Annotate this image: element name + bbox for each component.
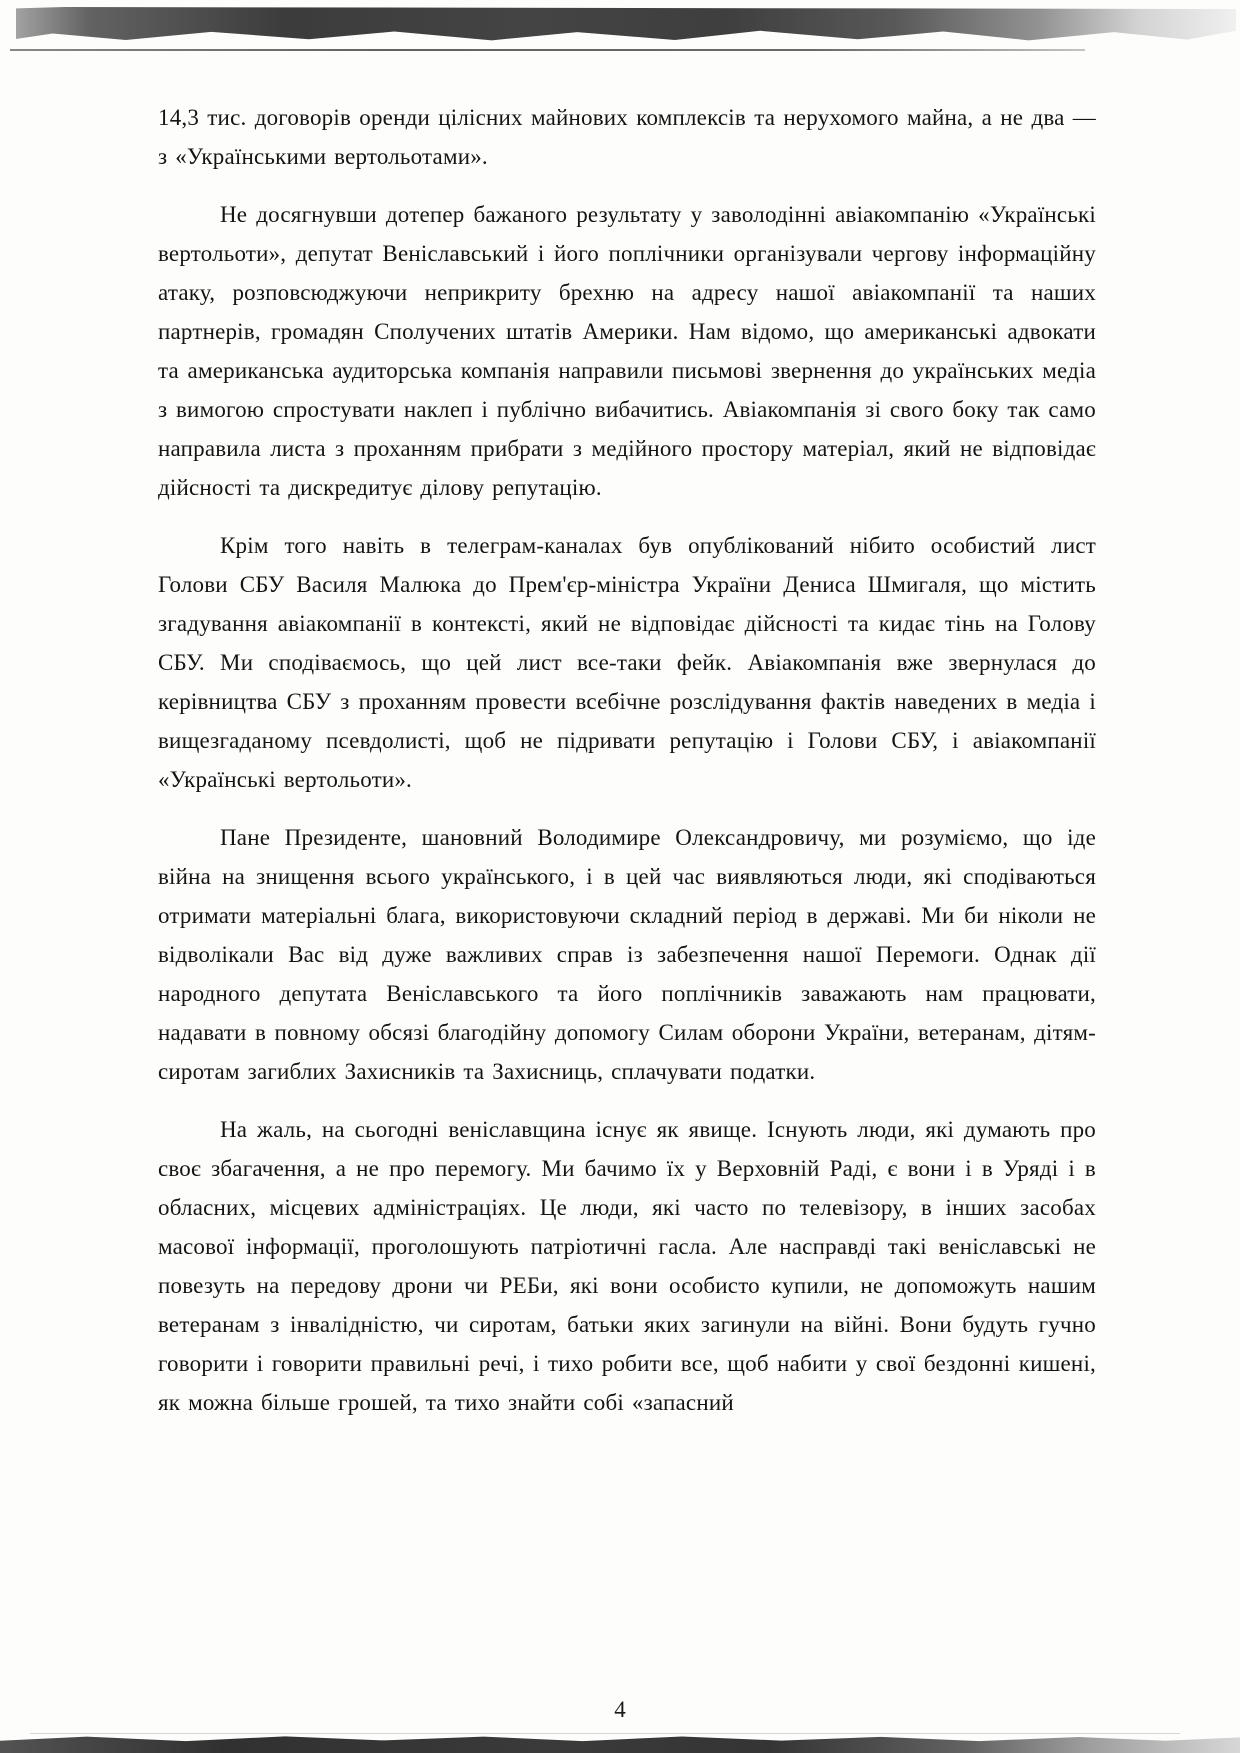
page-number: 4 <box>614 1697 626 1722</box>
scan-artifact-bottom-line <box>30 1733 1180 1734</box>
paragraph-appeal-to-president: Пане Президенте, шановний Володимире Олександровичу, ми розуміємо, що іде війна на знищення всього українського, і в цей час виявляються люди, які сподіваються отримати матеріальні блага, використовуючи складний період в державі. Ми би ніколи не відволікали Вас від дуже важливих справ із забезпечення нашої Перемоги. Однак дії народного депутата Веніславського та його поплічників заважають нам працювати, надавати в повному обсязі благодійну допомогу Силам оборони України, ветеранам, дітям-сиротам загиблих Захисників та Захисниць, сплачувати податки. <box>158 825 1096 1084</box>
paragraph-telegram-letter: Крім того навіть в телеграм-каналах був опублікований нібито особистий лист Голови СБУ Василя Малюка до Прем'єр-міністра України Дениса Шмигаля, що містить згадування авіакомпанії в контексті, який не відповідає дійсності та кидає тінь на Голову СБУ. Ми сподіваємось, що цей лист все-таки фейк. Авіакомпанія вже звернулася до керівництва СБУ з проханням провести всебічне розслідування фактів наведених в медіа і вищезгаданому псевдолисті, щоб не підривати репутацію і Голови СБУ, і авіакомпанії «Українські вертольоти». <box>158 533 1096 792</box>
scan-artifact-top-line <box>10 49 1085 51</box>
document-page <box>158 98 1096 1441</box>
scan-artifact-top-band <box>16 7 1236 41</box>
paragraph-info-attack: Не досягнувши дотепер бажаного результату у заволодінні авіакомпанію «Українські вертольоти», депутат Веніславський і його поплічники організували чергову інформаційну атаку, розповсюджуючи неприкриту брехню на адресу нашої авіакомпанії та наших партнерів, громадян Сполучених штатів Америки. Нам відомо, що американські адвокати та американська аудиторська компанія направили письмові звернення до українських медіа з вимогою спростувати наклеп і публічно вибачитись. Авіакомпанія зі свого боку так само направила листа з проханням прибрати з медійного простору матеріал, який не відповідає дійсності та дискредитує ділову репутацію. <box>158 202 1096 500</box>
paragraph-continuation: 14,3 тис. договорів оренди цілісних майнових комплексів та нерухомого майна, а не два — з «Українськими вертольотами». <box>158 105 1096 169</box>
scan-artifact-bottom-band <box>0 1736 1240 1753</box>
paragraph-venislavshchyna: На жаль, на сьогодні веніславщина існує як явище. Існують люди, які думають про своє збагачення, а не про перемогу. Ми бачимо їх у Верховній Раді, є вони і в Уряді і в обласних, місцевих адміністраціях. Це люди, які часто по телевізору, в інших засобах масової інформації, проголошують патріотичні гасла. Але насправді такі веніславські не повезуть на передову дрони чи РЕБи, які вони особисто купили, не допоможуть нашим ветеранам з інвалідністю, чи сиротам, батьки яких загинули на війні. Вони будуть гучно говорити і говорити правильні речі, і тихо робити все, щоб набити у свої бездонні кишені, як можна більше грошей, та тихо знайти собі «запасний <box>158 1117 1096 1415</box>
